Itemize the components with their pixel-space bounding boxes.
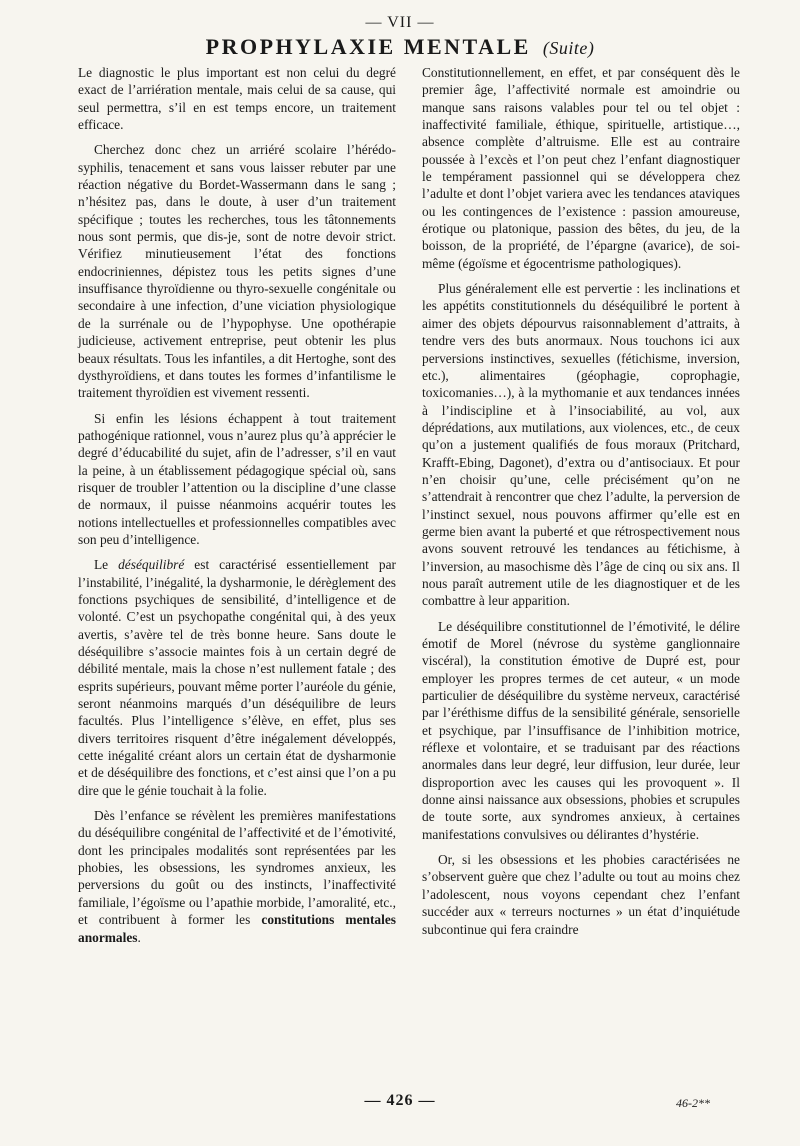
page-title: [0, 34, 800, 61]
page-number: — 426 —: [364, 1092, 436, 1109]
paragraph-enfance: [78, 807, 396, 946]
enfance-body: Dès l’enfance se révèlent les premières manifestations du déséquilibre congénital de l’affectivité et de l’émotivité, dont les principales modalités sont représentées par les phobies, les obsessions, les syndromes anxieux, les perversions du goût ou des instincts, l’inaffectivité familiale, l’égoïsme ou l’apathie morbide, l’amoralité, etc., et contribuent à former les: [78, 808, 396, 928]
paragraph: Cherchez donc chez un arriéré scolaire l’hérédo-syphilis, tenacement et sans vous laisser rebuter par une réaction négative du Bordet-Wassermann dans le sang ; n’hésitez pas, dans le doute, à user d’un traitement spécifique ; toutes les recherches, tous les tâtonnements nous sont permis, que dis-je, sont de notre devoir strict. Vérifiez minutieusement l’état des fonctions endocriniennes, dépistez tous les petits signes d’une insuffisance thyroïdienne ou thyro-sexuelle congénitale ou secondaire à une infection, d’une viciation physiologique de la surrénale ou de l’hypophyse. Une opothérapie judicieuse, activement entreprise, peut obtenir les plus beaux résultats. Tous les infantiles, a dit Hertoghe, sont des dysthyroïdiens, et dans toutes les formes d’infantilisme le traitement thyroïdien est vivement ressenti.: [78, 142, 396, 401]
folio-number: — VII —: [365, 14, 435, 31]
desequilibre-term: déséquilibré: [118, 557, 185, 573]
paragraph: Plus généralement elle est pervertie : les inclinations et les appétits constitutionnels du déséquilibré le portent à aimer des objets dépourvus raisonnablement d’attraits, à tendre vers des buts anormaux. Nous touchons ici aux perversions instinctives, sexuelles (fétichisme, inversion, etc.), alimentaires (géophagie, coprophagie, toxicomanies…), à la mythomanie et aux tendances innées à l’indiscipline et à l’insociabilité, au vol, aux déprédations, aux mutilations, aux violences, etc., de ceux qu’on a justement qualifiés de fous moraux (Pritchard, Krafft-Ebing, Dagonet), d’extra ou d’antisociaux. Et pour n’en choisir qu’une, celle précisément qu’on ne s’attendrait à rencontrer que chez l’adulte, la perversion de l’instinct sexuel, nous pouvons affirmer qu’elle est en germe bien avant la puberté et que rétrospectivement nous avons souvent retrouvé les tendances au fétichisme, à l’inversion, au masochisme dès l’âge de cinq ou six ans. Il nous paraît autrement utile de les diagnostiquer et de les combattre à leur apparition.: [422, 281, 740, 609]
page-header: [0, 14, 800, 61]
left-column: [78, 64, 396, 954]
text-columns: [78, 64, 740, 1084]
title-text: PROPHYLAXIE MENTALE: [205, 34, 531, 59]
desequilibre-opening: Le: [94, 557, 109, 573]
desequilibre-body: est caractérisé essentiellement par l’instabilité, l’inégalité, la dysharmonie, le dérèglement des fonctions psychiques de sensibilité, d’intelligence et de volonté. C’est un psychopathe congénital qui, à des yeux avertis, s’avère tel de très bonne heure. Sans doute le déséquilibre s’associe maintes fois à un certain degré de débilité mentale, mais la chose n’est nullement fatale ; des esprits supérieurs, pouvant même porter l’auréole du génie, seront néanmoins marqués d’un déséquilibre de leurs facultés. Plus l’intelligence s’élève, en effet, plus ses divers territoires risquent d’être inégalement développés, cette inégalité créant alors un certain état de dysharmonie et de déséquilibre des fonctions, et c’est ainsi que l’on a pu dire que le génie touchait à la folie.: [78, 557, 396, 798]
paragraph-desequilibre: [78, 556, 396, 799]
printer-signature: 46-2**: [676, 1096, 710, 1110]
paragraph: Le diagnostic le plus important est non celui du degré exact de l’arriération mentale, mais celui de sa cause, qui seul permettra, s’il en est temps encore, un traitement efficace.: [78, 65, 396, 133]
paragraph: Si enfin les lésions échappent à tout traitement pathogénique rationnel, vous n’aurez plus qu’à apprécier le degré d’éducabilité du sujet, afin de l’adresser, s’il en vaut la peine, à un établissement pédagogique spécial où, sans risquer de troubler l’attention ou la discipline d’une classe de normaux, il puisse néanmoins acquérir toutes les notions intellectuelles et professionnelles compatibles avec son peu d’intelligence.: [78, 410, 396, 547]
enfance-strong: constitutions mentales anormales: [78, 912, 396, 945]
title-subtitle: (Suite): [542, 38, 595, 58]
page-footer: [0, 1092, 800, 1116]
paragraph: Or, si les obsessions et les phobies caractérisées ne s’observent guère que chez l’adulte ou tout au moins chez l’adolescent, nous voyons cependant chez l’enfant succéder aux « terreurs nocturnes » un état d’inquiétude subcontinue qui fera craindre: [422, 852, 740, 937]
paragraph: Le déséquilibre constitutionnel de l’émotivité, le délire émotif de Morel (névrose du système ganglionnaire viscéral), la constitution émotive de Dupré est, pour employer les propres termes de cet auteur, « un mode particulier de déséquilibre du système nerveux, caractérisé par l’éréthisme diffus de la sensibilité générale, sensorielle et psychique, par l’insuffisance de l’inhibition motrice, réflexe et volontaire, et se traduisant par des réactions anormales dans leur degré, leur diffusion, leur durée, leur disproportion avec les causes qui les provoquent ». Il donne ainsi naissance aux obsessions, phobies et scrupules de toute sorte, aux syndromes anxieux, à certaines manifestations convulsives ou délirantes d’hystérie.: [422, 618, 740, 842]
paragraph: Constitutionnellement, en effet, et par conséquent dès le premier âge, l’affectivité normale est amoindrie ou manque sans raisons valables pour tel ou tel objet : inaffectivité familiale, éthique, spirituelle, artistique…, absence complète d’altruisme. Elle est au contraire poussée à l’excès et l’on peut chez l’enfant diagnostiquer le tempérament passionnel qui se développera chez l’adulte et dont l’objet variera avec les tendances ataviques ou les contingences de l’existence : passion amoureuse, érotique ou platonique, passion des bêtes, du jeu, de la boisson, de la propriété, de l’épargne (avarice), de soi-même (égoïsme et égocentrisme pathologiques).: [422, 65, 740, 271]
right-column: [422, 64, 740, 946]
enfance-end: .: [137, 929, 141, 945]
